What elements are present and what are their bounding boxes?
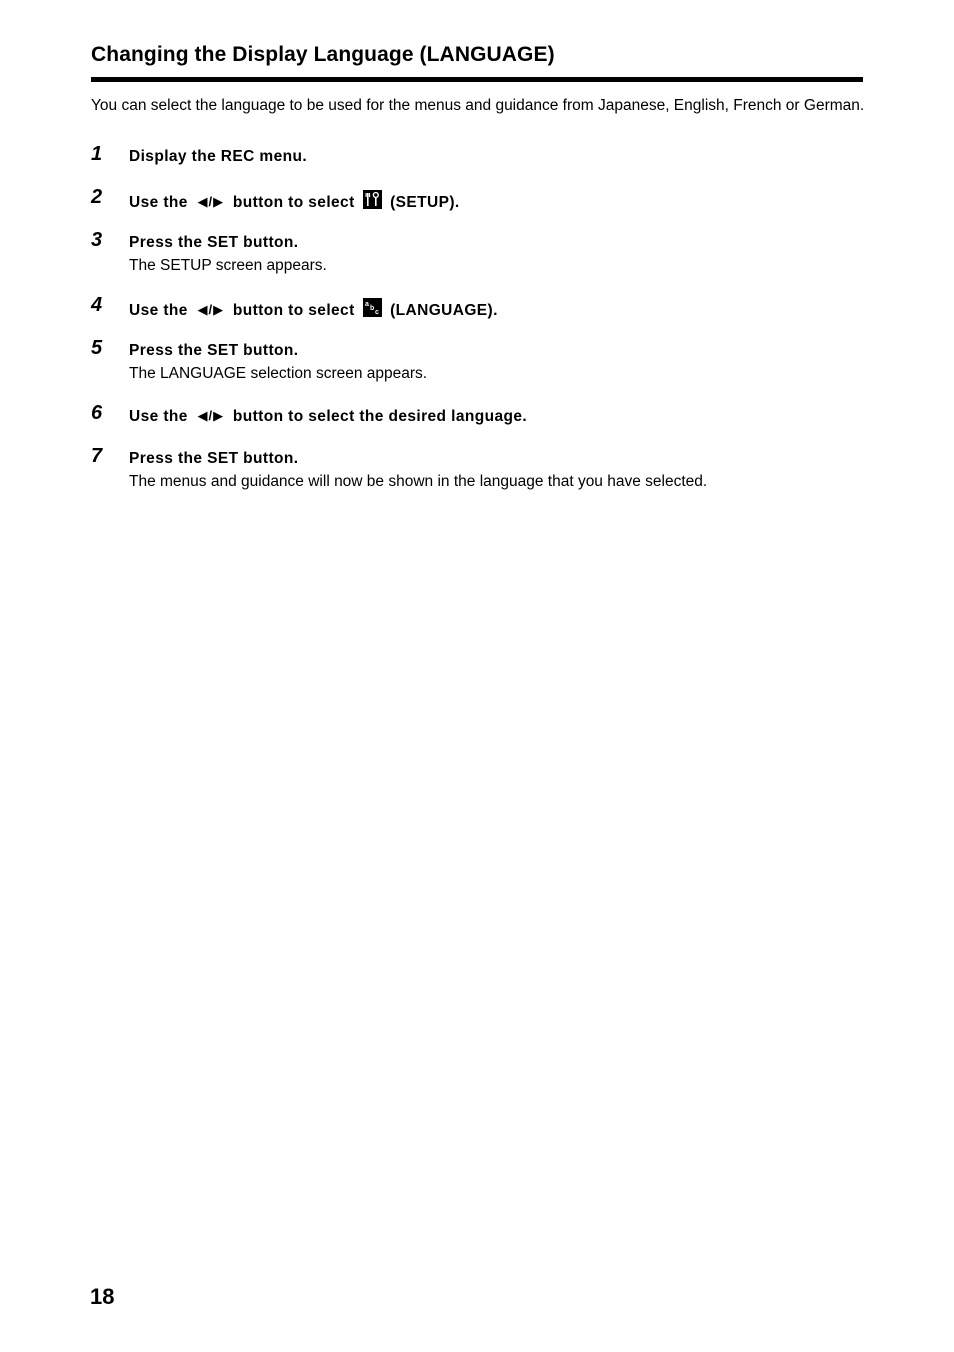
step-number: 5 xyxy=(91,337,103,359)
step-title-post: (LANGUAGE). xyxy=(390,302,498,319)
step-title-mid: button to select the desired language. xyxy=(232,408,528,425)
step-number: 2 xyxy=(91,186,103,208)
step-title-pre: Use the xyxy=(129,194,188,211)
left-right-arrow-icon: ◀/▶ xyxy=(197,302,225,317)
step-title-mid: button to select xyxy=(232,194,355,211)
language-icon-b: b xyxy=(370,305,376,312)
title-rule xyxy=(91,77,863,82)
step-number: 3 xyxy=(91,229,103,251)
left-right-arrow-icon: ◀/▶ xyxy=(197,408,225,423)
step-title: Display the REC menu. xyxy=(129,148,308,165)
page-number: 18 xyxy=(90,1284,115,1309)
step-number: 7 xyxy=(91,445,103,467)
step-number: 4 xyxy=(91,294,103,316)
step-title xyxy=(129,406,527,427)
language-icon-c: c xyxy=(375,309,380,316)
step-number: 6 xyxy=(91,402,103,424)
step-title-mid: button to select xyxy=(232,302,355,319)
setup-icon xyxy=(363,190,382,209)
step-title xyxy=(129,298,498,321)
step-title-pre: Use the xyxy=(129,302,188,319)
language-icon-a: a xyxy=(365,301,370,308)
page-title: Changing the Display Language (LANGUAGE) xyxy=(91,43,555,66)
step-title: Press the SET button. xyxy=(129,342,299,359)
step-description: The menus and guidance will now be shown in the language that you have selected. xyxy=(129,473,708,490)
language-icon xyxy=(363,298,382,317)
step-description: The SETUP screen appears. xyxy=(129,257,327,274)
step-description: The LANGUAGE selection screen appears. xyxy=(129,365,428,382)
step-title-pre: Use the xyxy=(129,408,188,425)
step-title-post: (SETUP). xyxy=(390,194,460,211)
step-title: Press the SET button. xyxy=(129,234,299,251)
left-right-arrow-icon: ◀/▶ xyxy=(197,194,225,209)
step-title xyxy=(129,190,460,213)
step-title: Press the SET button. xyxy=(129,450,299,467)
step-number: 1 xyxy=(91,143,103,165)
intro-paragraph: You can select the language to be used for the menus and guidance from Japanese, English, French or German. xyxy=(91,97,865,114)
